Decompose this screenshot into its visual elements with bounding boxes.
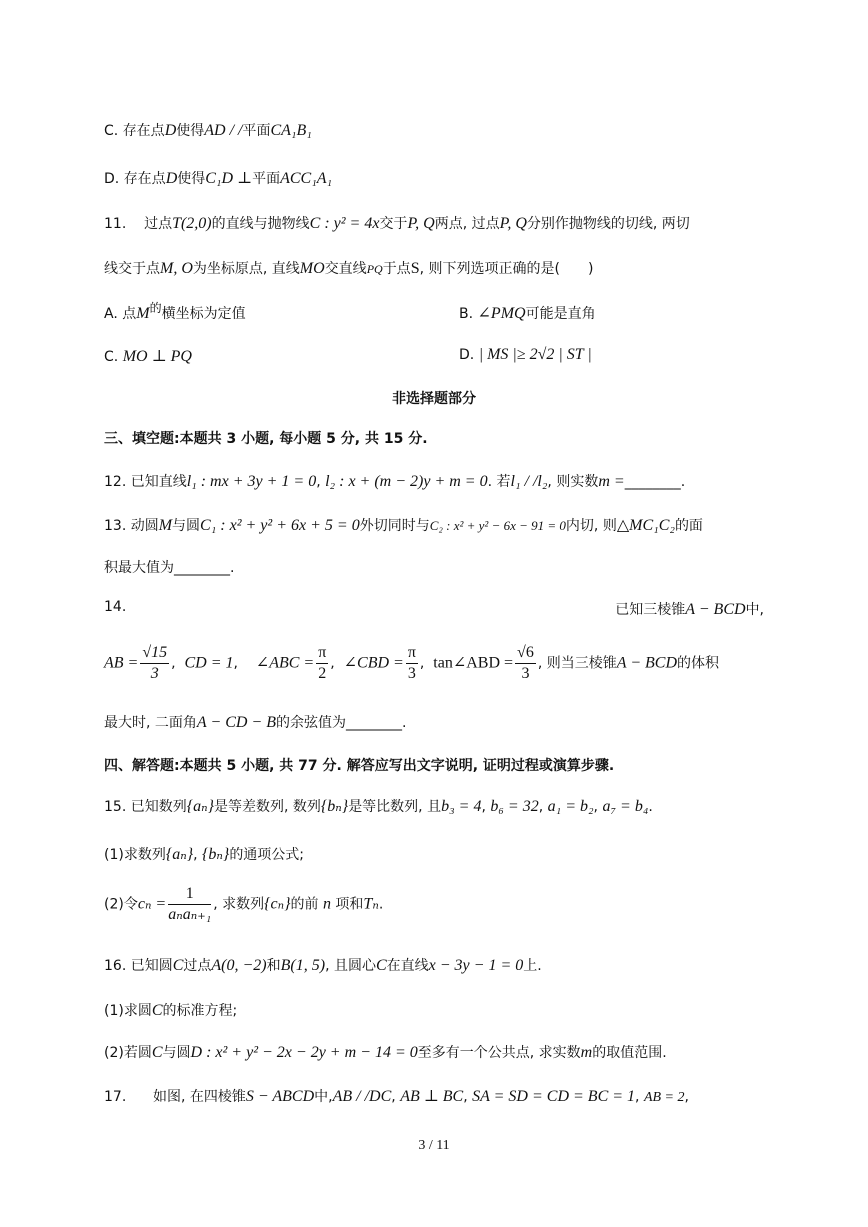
q11-line-2: 线交于点M, O为坐标原点, 直线MO交直线PQ于点S, 则下列选项正确的是( ) (104, 260, 594, 277)
q14-intro: 已知三棱锥A − BCD中, (615, 601, 764, 618)
q11-option-b: B. ∠PMQ可能是直角 (459, 305, 596, 322)
section-4-heading: 四、解答题:本题共 5 小题, 共 77 分. 解答应写出文字说明, 证明过程或演算步骤. (104, 758, 615, 774)
q10-option-d: D. 存在点D使得C₁D ⊥平面ACC₁A₁ (104, 170, 333, 187)
q12: 12. 已知直线l₁ : mx + 3y + 1 = 0, l₂ : x + (m − 2)y + m = 0. 若l₁ / /l₂, 则实数m =________. (104, 473, 686, 490)
q14-line-3: 最大时, 二面角A − CD − B的余弦值为________. (104, 714, 407, 731)
q15-stem: 15. 已知数列{aₙ}是等差数列, 数列{bₙ}是等比数列, 且b₃ = 4, b₆ = 32, a₁ = b₂, a₇ = b₄. (104, 798, 653, 815)
q14-number: 14. (104, 599, 127, 615)
q13-line-2: 积最大值为________. (104, 560, 235, 576)
q11-line-1: 11. 过点T(2,0)的直线与抛物线C : y² = 4x交于P, Q两点, 过点P, Q分别作抛物线的切线, 两切 (104, 215, 690, 232)
section-title: 非选择题部分 (392, 391, 476, 407)
q11-option-c: C. MO ⊥ PQ (104, 348, 192, 365)
q15-part-2: (2)令cₙ = $\frac{1}{\text{aₙaₙ₊₁}}$ , 求数列{cₙ}的前 n 项和Tₙ. (104, 885, 384, 923)
q16-part-2: (2)若圆C与圆D : x² + y² − 2x − 2y + m − 14 = 0至多有一个公共点, 求实数m的取值范围. (104, 1044, 667, 1061)
q13-line-1: 13. 动圆M与圆C₁ : x² + y² + 6x + 5 = 0外切同时与C₂ : x² + y² − 6x − 91 = 0内切, 则△MC₁C₂的面 (104, 517, 703, 534)
q15-part-1: (1)求数列{aₙ}, {bₙ}的通项公式; (104, 846, 305, 863)
q17-stem: 17. 如图, 在四棱锥S − ABCD中,AB / /DC, AB ⊥ BC, SA = SD = CD = BC = 1, AB = 2, (104, 1088, 689, 1105)
fraction: $\frac{\pi}{2}$ (318, 644, 327, 682)
fraction: $\frac{\pi}{3}$ (407, 644, 416, 682)
section-3-heading: 三、填空题:本题共 3 小题, 每小题 5 分, 共 15 分. (104, 431, 428, 447)
fraction: $\frac{1}{\text{aₙaₙ₊₁}}$ (168, 885, 212, 923)
q10-option-c: C. 存在点D使得AD / /平面CA₁B₁ (104, 122, 312, 139)
fraction: $\frac{√6}{3}$ (517, 644, 534, 682)
page-number: 3 / 11 (418, 1138, 450, 1153)
q16-part-1: (1)求圆C的标准方程; (104, 1002, 238, 1019)
q16-stem: 16. 已知圆C过点A(0, −2)和B(1, 5), 且圆心C在直线x − 3y − 1 = 0上. (104, 957, 542, 974)
fraction: $\frac{√15}{3}$ (142, 644, 168, 682)
q11-option-a: A. 点M的横坐标为定值 (104, 301, 246, 322)
q11-option-d: D. | MS |≥ 2√2 | ST | (459, 346, 592, 363)
q14-conditions: AB = $\frac{√15}{3}$ , CD = 1, ∠ABC = $\frac{\pi}{2}$ , ∠CBD = $\frac{\pi}{3}$ , tan∠ABD = $\frac{√6}{3}$ , 则当三棱锥A − BCD的体积 (104, 644, 720, 682)
